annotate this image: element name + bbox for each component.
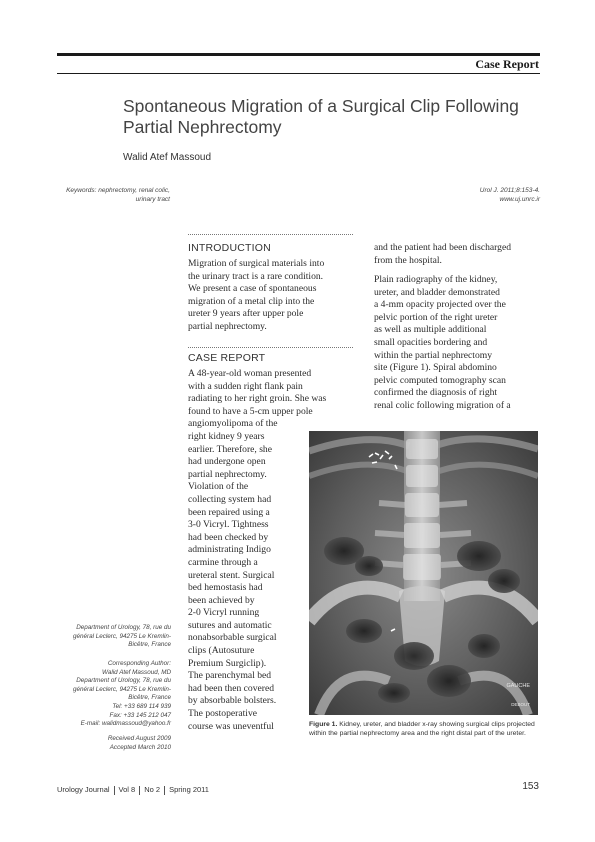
text-line: ureter, and bladder demonstrated [374,286,500,298]
affil-line: général Leclerc, 94275 Le Kremlin- [72,632,171,640]
text-line: Premium Surgiclip). [188,657,267,669]
affil-line: général Leclerc, 94275 Le Kremlin- [72,685,171,693]
header-rule [57,53,540,56]
text-line: pelvic portion of the right ureter [374,311,498,323]
section-underline [57,73,540,74]
affil-line: Tel: +33 689 114 939 [112,702,171,710]
text-line: angiomyolipoma of the [188,418,278,430]
affil-line: Walid Atef Massoud, MD [102,668,171,676]
text-line: been repaired using a [188,506,270,518]
text-line: nonabsorbable surgical [188,632,277,644]
section-label: Case Report [475,57,539,71]
footer-journal-info [57,785,209,795]
text-line: had been checked by [188,531,269,543]
keywords-line: Keywords: nephrectomy, renal colic, [66,187,170,194]
text-line: within the partial nephrectomy [374,349,493,361]
text-line: site (Figure 1). Spiral abdomino [374,362,497,374]
text-line: and the patient had been discharged [374,242,512,253]
affil-line: Department of Urology, 78, rue du [76,624,171,631]
department-affiliation [57,624,171,650]
text-line: course was uneventful [188,720,274,732]
section-divider [188,234,353,235]
text-line: right kidney 9 years [188,430,265,442]
footer-issue: No 2 [144,785,161,794]
introduction-body [188,258,356,334]
text-line: ureteral stent. Surgical [188,569,275,581]
xray-image [309,431,538,715]
footer-volume: Vol 8 [118,785,136,794]
text-line: confirmed the diagnosis of right [374,387,498,399]
email-link[interactable]: E-mail: walidmassoud@yahoo.fr [80,720,171,728]
footer-separator [114,786,115,795]
text-line: small opacities bordering and [374,336,488,348]
caption-label: Figure 1. [309,721,338,728]
footer-separator [164,786,165,795]
xray-figure [309,431,538,715]
affil-line: Corresponding Author: [107,660,171,667]
text-line: had been then covered [188,682,275,694]
text-line: 2-0 Vicryl running [188,607,260,619]
text-line: partial nephrectomy. [188,320,267,332]
text-line: pelvic computed tomography scan [374,374,506,386]
column2-para1 [374,242,540,267]
text-line: from the hospital. [374,254,442,266]
text-line: earlier. Therefore, she [188,443,272,455]
text-line: Plain radiography of the kidney, [374,274,498,285]
citation-line: Urol J. 2011;8:153-4. [479,187,540,194]
text-line: been achieved by [188,594,255,606]
caption-text: Kidney, ureter, and bladder x-ray showing surgical clips projected within the partial nephrectomy area and the right distal part of the ureter. [309,721,535,737]
text-line: found to have a 5-cm upper pole [188,405,313,417]
text-line: carmine through a [188,556,258,568]
keywords-line: urinary tract [135,196,170,203]
text-line: radiating to her right groin. She was [188,393,327,405]
citation [420,186,540,204]
affil-line: Bicêtre, France [128,694,171,702]
affil-line: Received August 2009 [107,735,171,742]
text-line: collecting system had [188,493,272,505]
text-line: had undergone open [188,456,266,468]
footer-separator [139,786,140,795]
text-line: migration of a metal clip into the [188,295,315,307]
text-line: the urinary tract is a rare condition. [188,270,324,282]
text-line: The postoperative [188,708,257,720]
corresponding-author [57,660,171,729]
text-line: administrating Indigo [188,544,271,556]
text-line: a 4-mm opacity projected over the [374,299,506,311]
text-line: Violation of the [188,481,249,493]
footer-journal: Urology Journal [57,785,110,794]
text-line: renal colic following migration of a [374,399,511,411]
introduction-heading: INTRODUCTION [188,242,271,254]
keywords [57,186,170,204]
text-line: bed hemostasis had [188,582,263,594]
article-author: Walid Atef Massoud [123,152,212,163]
text-line: Migration of surgical materials into [188,258,325,269]
affil-line: Fax: +33 145 212 047 [109,711,171,719]
xray-label: DEBOUT [511,702,530,707]
text-line: as well as multiple additional [374,324,487,336]
text-line: with a sudden right flank pain [188,380,303,392]
text-line: by absorbable bolsters. [188,695,277,707]
text-line: We present a case of spontaneous [188,283,317,295]
affil-line: Department of Urology, 78, rue du [76,677,171,685]
text-line: sutures and automatic [188,619,272,631]
text-line: 3-0 Vicryl. Tightness [188,519,269,531]
affil-line: Accepted March 2010 [109,743,171,751]
case-report-heading: CASE REPORT [188,352,266,364]
xray-label: GAUCHE [506,683,530,689]
text-line: clips (Autosuture [188,645,255,657]
page-number: 153 [522,781,539,792]
figure-caption [309,720,539,738]
footer-season: Spring 2011 [169,785,209,794]
citation-line[interactable]: www.uj.unrc.ir [499,196,540,203]
column2-para2 [374,274,540,413]
text-line: ureter 9 years after upper pole [188,308,304,320]
received-accepted-dates [57,735,171,752]
text-line: A 48-year-old woman presented [188,368,312,379]
text-line: The parenchymal bed [188,670,272,682]
section-divider [188,347,353,348]
text-line: partial nephrectomy. [188,468,267,480]
article-title: Spontaneous Migration of a Surgical Clip Following Partial Nephrectomy [123,96,519,137]
affil-line: Bicêtre, France [128,641,171,649]
